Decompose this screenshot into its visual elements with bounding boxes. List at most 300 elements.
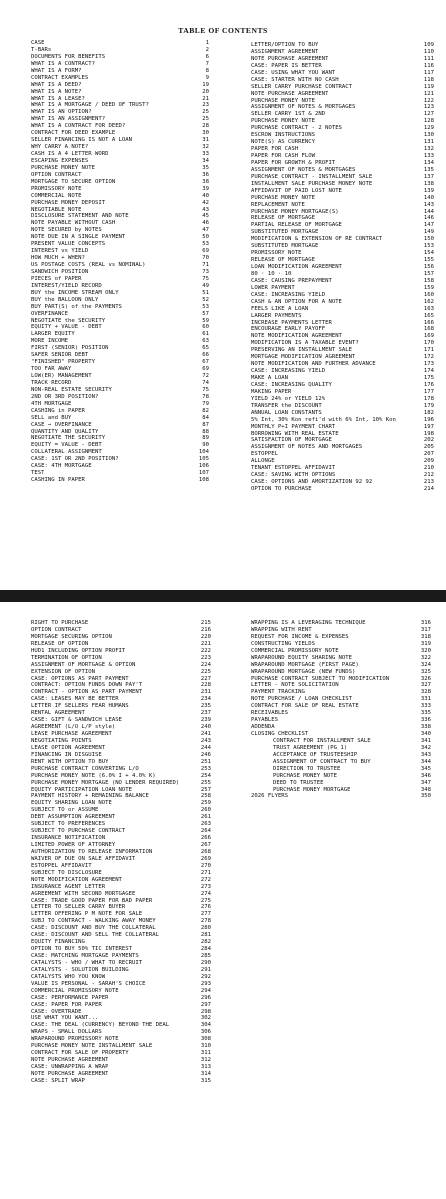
toc-entry-title: PURCHASE MONEY NOTE: [273, 772, 337, 779]
toc-entry-title: PROMISSORY NOTE: [31, 185, 82, 192]
toc-entry-title: LETTER OFFERING P M NOTE FOR SALE: [31, 911, 143, 918]
toc-entry: [31, 807, 211, 814]
toc-entry-title: 5% Int, 30% Kon refi'd with 6% Int, 10% Kon: [251, 416, 396, 423]
toc-entry: [251, 696, 431, 703]
toc-entry: [251, 222, 434, 229]
toc-entry: [251, 710, 431, 717]
toc-entry: [31, 213, 209, 220]
toc-entry-page: 269: [200, 855, 211, 862]
toc-entry: [31, 696, 211, 703]
toc-entry-title: USE WHAT YOU WANT...: [31, 1015, 99, 1022]
toc-entry-title: NOTE(S) AS CURRENCY: [251, 139, 315, 146]
toc-entry-page: 133: [423, 153, 434, 159]
toc-entry: [251, 174, 434, 181]
toc-entry-title: PARTIAL RELEASE OF MORTGAGE: [251, 222, 342, 229]
toc-entry: [251, 125, 434, 132]
toc-entry-page: 33: [202, 151, 209, 157]
toc-entry-title: PURCHASE MONEY NOTE: [251, 97, 315, 104]
toc-entry: [251, 77, 434, 84]
toc-entry-title: LETTER TO SELLER CARRY BUYER: [31, 904, 126, 911]
toc-entry: [251, 98, 434, 105]
toc-entry-title: RIGHT TO PURCHASE: [31, 620, 89, 626]
toc-entry: [31, 207, 209, 214]
toc-entry-title: ASSIGNMENT OF CONTRACT TO BUY: [273, 758, 371, 765]
toc-entry-title: NOTE PAYABLE WITHOUT CASH: [31, 220, 116, 227]
toc-entry-page: 341: [420, 737, 431, 744]
toc-entry-title: CONTRACT: OPTION FUNDS DOWN PAY'T: [31, 682, 143, 689]
toc-entry-page: 179: [423, 402, 434, 409]
toc-entry: [31, 891, 211, 898]
toc-entry: [31, 304, 209, 311]
toc-entry-title: RELEASE OF OPTION: [31, 640, 89, 647]
toc-entry: [31, 401, 209, 408]
toc-entry-page: 74: [202, 379, 209, 386]
toc-entry-page: 197: [423, 423, 434, 430]
toc-entry-page: 313: [200, 1064, 211, 1070]
toc-entry-title: DEED TO TRUSTEE: [273, 779, 324, 786]
toc-entry: [31, 835, 211, 842]
toc-entry-title: INSTALLMENT SALE PURCHASE MONEY NOTE: [251, 180, 373, 187]
toc-entry-title: EQUITY FINANCING: [31, 939, 85, 946]
toc-entry-title: ESCAPING EXPENSES: [31, 157, 89, 164]
toc-entry-title: PROMISSORY NOTE: [251, 250, 302, 257]
toc-entry: [251, 91, 434, 98]
toc-entry: [251, 195, 434, 202]
toc-entry-page: 222: [200, 647, 211, 654]
toc-entry: [31, 276, 209, 283]
toc-entry-title: SELLER CARRY 1ST & 2ND: [251, 111, 326, 118]
toc-entry: [251, 766, 431, 773]
toc-entry-title: WRAPPING IS A LEVERAGING TECHNIQUE: [251, 620, 366, 626]
toc-entry-title: ESTOPPEL AFFIDAVIT: [31, 862, 92, 869]
toc-entry-page: 182: [423, 409, 434, 416]
toc-entry-page: 79: [202, 400, 209, 407]
toc-entry-page: 31: [202, 137, 209, 144]
toc-entry-page: 215: [200, 620, 211, 626]
toc-entry-page: 240: [200, 724, 211, 731]
toc-entry: [31, 1015, 211, 1022]
toc-entry: [31, 456, 209, 463]
toc-entry-title: NOTE MODIFICATION AGREEMENT: [251, 333, 342, 340]
toc-entry: [31, 1057, 211, 1064]
toc-entry-title: MORTGAGE MODIFICATION AGREEMENT: [251, 354, 356, 361]
toc-entry: [31, 172, 209, 179]
toc-entry: [31, 415, 209, 422]
toc-entry: [31, 61, 209, 68]
toc-entry-page: 67: [202, 359, 209, 366]
toc-entry-title: PURCHASE MONEY DEPOSIT: [31, 199, 106, 206]
toc-entry-title: NOTE PURCHASE AGREEMENT: [31, 1057, 109, 1064]
toc-entry: [251, 437, 434, 444]
toc-entry: [31, 669, 211, 676]
toc-entry-page: 319: [420, 640, 431, 647]
toc-entry-title: LARGER PAYMENTS: [251, 312, 302, 319]
toc-entry: [251, 676, 431, 683]
toc-entry-title: SUBJECT TO PREFERENCES: [31, 821, 106, 828]
toc-entry: [31, 849, 211, 856]
toc-entry: [251, 153, 434, 160]
toc-entry: [251, 669, 431, 676]
toc-entry: [251, 104, 434, 111]
toc-entry: [31, 863, 211, 870]
toc-entry-title: CASHING IN PAPER: [31, 477, 85, 484]
toc-entry: [251, 160, 434, 167]
toc-entry-page: 169: [423, 333, 434, 340]
toc-entry-page: 32: [202, 144, 209, 151]
toc-entry: [31, 960, 211, 967]
toc-entry: [31, 151, 209, 158]
toc-entry-page: 235: [200, 703, 211, 710]
toc-entry: [251, 118, 434, 125]
toc-entry-title: WHAT IS A FORM?: [31, 67, 82, 74]
toc-entry-page: 119: [423, 83, 434, 90]
toc-entry-title: TRANSFER the DISCOUNT: [251, 402, 322, 409]
toc-entry: [251, 146, 434, 153]
toc-entry-page: 257: [200, 786, 211, 793]
toc-entry-title: CLOSING CHECKLIST: [251, 731, 309, 737]
toc-entry-title: CASE: PAPER FOR PAPER: [31, 1001, 102, 1008]
toc-column-1: [31, 40, 209, 484]
toc-entry-title: BUY the BALLOON ONLY: [31, 296, 99, 303]
toc-entry: [251, 431, 434, 438]
toc-entry-page: 65: [202, 345, 209, 352]
toc-entry: [31, 179, 209, 186]
toc-entry-page: 108: [198, 477, 209, 484]
toc-entry-page: 225: [200, 668, 211, 675]
toc-entry: [31, 981, 211, 988]
toc-entry: [31, 703, 211, 710]
toc-entry-page: 49: [202, 282, 209, 289]
toc-entry-page: 9: [205, 74, 209, 81]
toc-entry-page: 227: [200, 675, 211, 682]
toc-entry-title: WRAPAROUND MORTGAGE (FIRST PAGE): [251, 661, 359, 668]
toc-entry: [31, 932, 211, 939]
toc-entry-page: 214: [423, 486, 434, 492]
toc-entry: [31, 1002, 211, 1009]
toc-entry-page: 258: [200, 793, 211, 800]
toc-entry-title: CONSTRUCTING YIELDS: [251, 640, 315, 647]
toc-entry-page: 343: [420, 751, 431, 758]
toc-entry-title: CASE: DISCOUNT AND SELL THE COLLATERAL: [31, 932, 159, 939]
toc-entry-page: 75: [202, 275, 209, 282]
toc-entry-title: MAKE A LOAN: [251, 375, 289, 381]
toc-entry-page: 293: [200, 980, 211, 987]
toc-entry-title: COMMERCIAL PROMISSORY NOTE: [31, 987, 119, 994]
toc-entry-page: 324: [420, 661, 431, 668]
toc-entry: [31, 1036, 211, 1043]
toc-entry-page: 162: [423, 298, 434, 305]
toc-entry-title: LARGER EQUITY: [31, 331, 75, 338]
toc-entry-page: 207: [423, 451, 434, 458]
toc-entry-title: WHAT IS AN OPTION?: [31, 109, 92, 116]
toc-entry: [251, 84, 434, 91]
toc-entry: [251, 56, 434, 63]
toc-entry-title: RELEASE OF MORTGAGE: [251, 257, 315, 264]
toc-entry-page: 50: [202, 234, 209, 241]
toc-entry-title: TERMINATION OF OPTION: [31, 654, 102, 661]
toc-entry: [31, 904, 211, 911]
toc-entry-page: 284: [200, 946, 211, 953]
toc-entry-title: PURCHASE MONEY NOTE INSTALLMENT SALE: [31, 1043, 153, 1050]
toc-entry-title: CASE: MATCHING MORTGAGE PAYMENTS: [31, 953, 139, 959]
toc-entry-title: CASH & AN OPTION FOR A NOTE: [251, 298, 342, 305]
toc-entry: [31, 918, 211, 925]
toc-entry-title: SUBJECT TO or ASSUME: [31, 807, 99, 814]
toc-entry-page: 47: [202, 227, 209, 234]
toc-entry-page: 158: [423, 277, 434, 284]
toc-entry-title: CASE: INCREASING QUALITY: [251, 381, 332, 388]
toc-entry: [251, 752, 431, 759]
toc-entry-title: RENTAL AGREEMENT: [31, 710, 85, 717]
toc-entry-title: WAIVER OF DUE ON SALE AFFIDAVIT: [31, 855, 136, 862]
toc-entry-page: 276: [200, 904, 211, 911]
toc-entry: [251, 780, 431, 787]
toc-entry: [31, 821, 211, 828]
toc-entry-page: 297: [200, 1001, 211, 1008]
toc-entry-title: WHAT IS A MORTGAGE / DEED OF TRUST?: [31, 102, 149, 109]
toc-entry-page: 261: [200, 814, 211, 821]
toc-entry: [31, 89, 209, 96]
toc-entry-title: CASE: INCREASING YIELD: [251, 291, 326, 298]
toc-entry: [251, 382, 434, 389]
toc-entry-page: 290: [200, 959, 211, 966]
toc-entry-page: 212: [423, 472, 434, 479]
toc-entry: [31, 766, 211, 773]
toc-entry-page: 138: [423, 180, 434, 187]
toc-entry-page: 317: [420, 626, 431, 633]
toc-entry-page: 134: [423, 159, 434, 166]
toc-entry-title: SUBJ TO CONTRACT - WALKING AWAY MONEY: [31, 918, 156, 925]
toc-entry-title: PURCHASE MONEY NOTE (6.0% I + 4.0% K): [31, 772, 156, 779]
toc-entry-page: 116: [423, 62, 434, 69]
toc-entry: [31, 1078, 211, 1085]
toc-entry: [31, 870, 211, 877]
toc-entry-title: CASE: PERFORMANCE PAPER: [31, 994, 109, 1001]
toc-entry: [251, 648, 431, 655]
toc-entry: [31, 988, 211, 995]
toc-entry-page: 127: [423, 111, 434, 118]
toc-entry: [31, 842, 211, 849]
toc-entry-title: ASSIGNMENT OF NOTES & MORTGAGES: [251, 166, 356, 173]
toc-entry: [251, 361, 434, 368]
toc-entry-page: 146: [423, 215, 434, 222]
toc-entry-title: WHY CARRY A NOTE?: [31, 144, 89, 151]
toc-entry-title: PURCHASE CONTRACT SUBJECT TO MODIFICATION: [251, 675, 390, 682]
toc-entry-title: PAYMENT TRACKING: [251, 689, 305, 696]
toc-entry-title: AGREEMENT WITH SECOND MORTGAGEE: [31, 890, 136, 897]
toc-entry-page: 72: [202, 373, 209, 379]
toc-entry-page: 320: [420, 647, 431, 654]
toc-entry-title: 2026 FLYERS: [251, 793, 289, 800]
toc-entry-title: INCREASE PAYMENTS LETTER: [251, 319, 332, 326]
toc-entry-title: 4TH MORTGAGE: [31, 400, 72, 407]
toc-entry-page: 202: [423, 437, 434, 444]
toc-entry-title: EXTENSION OF OPTION: [31, 668, 95, 675]
toc-entry-title: NOTE PURCHASE / LOAN CHECKLIST: [251, 696, 353, 703]
toc-entry-title: OPTION TO BUY 50% TIC INTEREST: [31, 946, 133, 953]
toc-entry: [31, 682, 211, 689]
toc-entry-title: INSURANCE AGENT LETTER: [31, 883, 106, 890]
toc-entry-title: HUD1 INCLUDING OPTION PROFIT: [31, 647, 126, 654]
toc-entry-title: PAYABLES: [251, 717, 278, 724]
toc-entry-page: 340: [420, 731, 431, 737]
toc-entry-title: LIMITED POWER OF ATTORNEY: [31, 842, 116, 848]
toc-entry: [251, 472, 434, 479]
toc-entry-title: SATISFACTION OF MORTGAGE: [251, 437, 332, 444]
toc-entry: [31, 255, 209, 262]
toc-entry-page: 59: [202, 317, 209, 324]
toc-entry-page: 327: [420, 682, 431, 689]
toc-entry-page: 69: [202, 366, 209, 373]
toc-entry: [31, 144, 209, 151]
toc-entry: [251, 479, 434, 486]
toc-entry-page: 274: [200, 890, 211, 897]
toc-entry-title: ADDENDA: [251, 724, 275, 731]
toc-entry-page: 285: [200, 953, 211, 959]
toc-entry-page: 322: [420, 654, 431, 661]
toc-entry-title: LOW(ER) MANAGEMENT: [31, 373, 92, 379]
toc-entry-page: 144: [423, 208, 434, 215]
toc-entry-title: NEGOTIATE THE SECURITY: [31, 435, 106, 442]
toc-entry-page: 157: [423, 270, 434, 277]
toc-entry-page: 40: [202, 192, 209, 199]
toc-entry: [251, 278, 434, 285]
toc-entry-title: MAKING PAPER: [251, 388, 292, 395]
toc-entry-title: PURCHASE MONEY MORTGAGE (NO LENDER REQUIRED): [31, 779, 180, 786]
toc-entry-page: 270: [200, 862, 211, 869]
toc-entry-page: 314: [200, 1070, 211, 1077]
toc-entry-title: AGREEMENT (L/O L/P style): [31, 724, 116, 731]
toc-entry: [31, 248, 209, 255]
toc-entry-page: 66: [202, 352, 209, 359]
toc-entry-page: 176: [423, 381, 434, 388]
toc-entry-title: "FINISHED" PROPERTY: [31, 359, 95, 366]
toc-entry-title: NOTE MODIFICATION AGREEMENT: [31, 876, 122, 883]
toc-entry-page: 263: [200, 821, 211, 828]
toc-entry-title: T-BARs: [31, 46, 52, 53]
toc-entry-title: MORTGAGE TO SECURE OPTION: [31, 178, 116, 185]
toc-entry-title: LEASE OPTION AGREEMENT: [31, 744, 106, 751]
toc-entry: [251, 486, 434, 493]
toc-entry-page: 38: [202, 178, 209, 185]
toc-entry-page: 35: [202, 164, 209, 171]
toc-entry-title: RECEIVABLES: [251, 710, 289, 717]
toc-entry-title: AUTHORIZATION TO RELEASE INFORMATION: [31, 848, 153, 855]
toc-entry: [251, 236, 434, 243]
toc-entry-title: CASE: OVERTRADE: [31, 1008, 82, 1015]
toc-entry-title: 2ND OR 3RD POSITION?: [31, 393, 99, 400]
toc-entry-page: 78: [202, 393, 209, 400]
toc-entry: [251, 243, 434, 250]
toc-entry: [31, 470, 209, 477]
toc-entry-page: 43: [202, 206, 209, 213]
toc-entry-page: 228: [200, 682, 211, 689]
toc-entry-page: 174: [423, 368, 434, 375]
toc-entry: [31, 1029, 211, 1036]
toc-entry-title: INSURANCE NOTIFICATION: [31, 835, 106, 842]
toc-entry-page: 39: [202, 185, 209, 192]
toc-entry: [31, 220, 209, 227]
toc-entry: [31, 269, 209, 276]
toc-entry-title: PAPER FOR CASH FLOW: [251, 153, 315, 159]
toc-entry-title: NEGOTIABLE NOTE: [31, 206, 82, 213]
toc-entry-page: 260: [200, 807, 211, 814]
toc-entry-page: 220: [200, 633, 211, 640]
toc-entry: [251, 396, 434, 403]
toc-entry-page: 73: [202, 268, 209, 275]
toc-entry: [31, 1009, 211, 1016]
toc-entry-page: 122: [423, 97, 434, 104]
toc-entry-title: NOTE SECURED by NOTES: [31, 227, 102, 234]
toc-entry-title: TOO FAR AWAY: [31, 366, 72, 373]
toc-entry-page: 213: [423, 479, 434, 486]
toc-entry: [31, 662, 211, 669]
toc-entry-title: REPLACEMENT NOTE: [251, 201, 305, 208]
toc-entry-title: OPTION CONTRACT: [31, 626, 82, 633]
toc-entry: [251, 458, 434, 465]
toc-entry: [31, 925, 211, 932]
toc-entry: [31, 408, 209, 415]
toc-entry-page: 52: [202, 296, 209, 303]
toc-entry-title: ANNUAL LOAN CONSTANTS: [251, 409, 322, 416]
toc-entry: [251, 188, 434, 195]
toc-entry-title: SUBJECT TO PURCHASE CONTRACT: [31, 828, 126, 835]
toc-entry: [251, 63, 434, 70]
toc-entry-title: CASE: UNWRAPPING A WRAP: [31, 1064, 109, 1070]
toc-entry-page: 53: [202, 241, 209, 248]
toc-entry-title: CONTRACT FOR DEED EXAMPLE: [31, 130, 116, 137]
toc-entry-page: 168: [423, 326, 434, 333]
toc-entry-page: 328: [420, 689, 431, 696]
toc-entry: [31, 234, 209, 241]
toc-entry-title: TENANT ESTOPPEL AFFIDAVIT: [251, 465, 336, 472]
toc-entry-page: 231: [200, 689, 211, 696]
toc-entry-page: 105: [198, 456, 209, 463]
toc-entry-page: 281: [200, 932, 211, 939]
toc-entry-page: 107: [198, 470, 209, 477]
toc-entry-title: AFFIDAVIT OF PAID LOST NOTE: [251, 187, 342, 194]
toc-entry-title: CATALYSTS - WHO / WHAT TO RECRUIT: [31, 959, 143, 966]
toc-entry-title: ENCOURAGE EARLY PAYOFF: [251, 326, 326, 333]
toc-entry-title: CONTRACT - OPTION AS PART PAYMENT: [31, 689, 143, 696]
toc-entry-title: WRAPPING WITH RENT: [251, 626, 312, 633]
toc-entry-title: CASE: GIFT & SANDWICH LEASE: [31, 717, 122, 724]
toc-entry: [31, 898, 211, 905]
toc-entry-page: 28: [202, 123, 209, 130]
toc-entry-title: CASHING in PAPER: [31, 407, 85, 414]
toc-entry-title: WHAT IS A CONTRACT?: [31, 60, 95, 67]
toc-entry-title: SANDWICH POSITION: [31, 268, 89, 275]
toc-entry: [31, 116, 209, 123]
toc-entry-title: CONTRACT FOR INSTALLMENT SALE: [273, 737, 371, 744]
toc-entry: [251, 634, 431, 641]
toc-entry: [31, 1050, 211, 1057]
toc-entry-title: WHAT IS A DEED?: [31, 81, 82, 88]
toc-entry-page: 20: [202, 88, 209, 95]
toc-entry: [31, 689, 211, 696]
toc-entry: [31, 137, 209, 144]
toc-entry: [31, 283, 209, 290]
toc-entry-title: CASE: USING WHAT YOU WANT: [251, 69, 336, 76]
toc-entry-title: SELL and BUY: [31, 414, 72, 421]
toc-entry: [251, 793, 431, 800]
toc-entry: [251, 326, 434, 333]
toc-entry: [251, 347, 434, 354]
toc-entry-page: 224: [200, 661, 211, 668]
toc-entry: [31, 102, 209, 109]
toc-entry: [31, 158, 209, 165]
toc-entry-page: 338: [420, 724, 431, 731]
